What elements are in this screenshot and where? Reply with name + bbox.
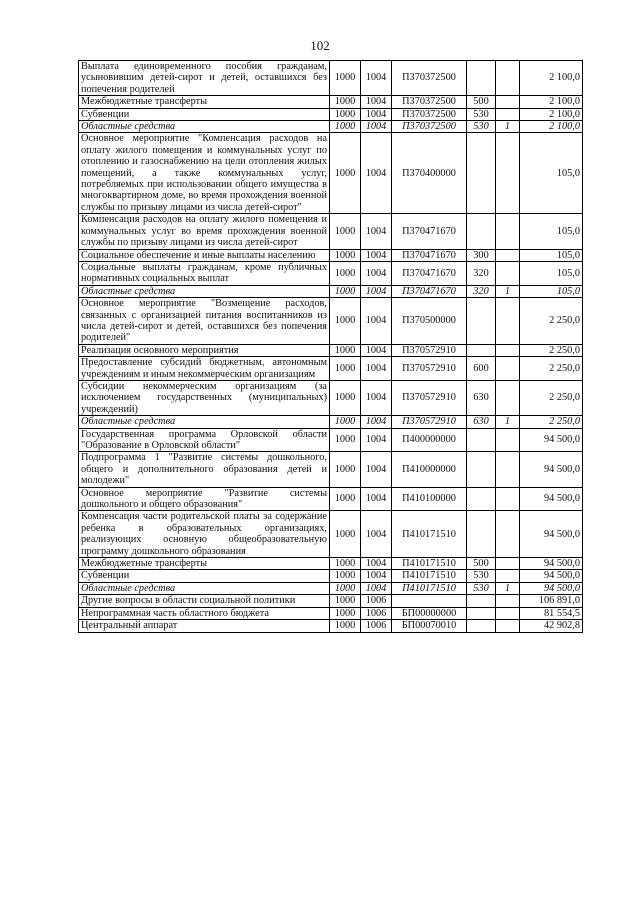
- funding-source-code: [496, 607, 520, 619]
- subsection-code: 1006: [361, 595, 392, 607]
- expense-type-code: [467, 595, 496, 607]
- expense-type-code: [467, 214, 496, 249]
- target-article-code: П370372500: [392, 61, 467, 96]
- subsection-code: 1004: [361, 570, 392, 582]
- amount: 105,0: [520, 261, 583, 285]
- target-article-code: П370471670: [392, 285, 467, 297]
- amount: 94 500,0: [520, 452, 583, 487]
- row-name: Областные средства: [79, 416, 330, 428]
- section-code: 1000: [330, 620, 361, 632]
- expense-type-code: [467, 620, 496, 632]
- amount: 94 500,0: [520, 487, 583, 511]
- target-article-code: П410000000: [392, 452, 467, 487]
- table-row: [79, 214, 583, 249]
- subsection-code: 1004: [361, 428, 392, 452]
- section-code: 1000: [330, 214, 361, 249]
- funding-source-code: [496, 595, 520, 607]
- row-name: Субсидии некоммерческим организациям (за исключением государственных (муниципальных) учреждений): [79, 380, 330, 415]
- expense-type-code: 530: [467, 570, 496, 582]
- table-row: [79, 285, 583, 297]
- subsection-code: 1004: [361, 416, 392, 428]
- table-row: [79, 607, 583, 619]
- row-name: Государственная программа Орловской области "Образование в Орловской области": [79, 428, 330, 452]
- row-name: Реализация основного мероприятия: [79, 344, 330, 356]
- target-article-code: П370500000: [392, 298, 467, 345]
- target-article-code: П410171510: [392, 582, 467, 594]
- subsection-code: 1004: [361, 511, 392, 558]
- row-name: Подпрограмма 1 "Развитие системы дошкольного, общего и дополнительного образования детей и молодежи": [79, 452, 330, 487]
- table-row: [79, 261, 583, 285]
- amount: 94 500,0: [520, 582, 583, 594]
- table-row: [79, 96, 583, 108]
- target-article-code: П410100000: [392, 487, 467, 511]
- expense-type-code: [467, 428, 496, 452]
- amount: 94 500,0: [520, 511, 583, 558]
- section-code: 1000: [330, 582, 361, 594]
- funding-source-code: [496, 344, 520, 356]
- subsection-code: 1004: [361, 214, 392, 249]
- subsection-code: 1004: [361, 249, 392, 261]
- row-name: Субвенции: [79, 108, 330, 120]
- expense-type-code: 300: [467, 249, 496, 261]
- funding-source-code: [496, 570, 520, 582]
- table-row: [79, 380, 583, 415]
- table-row: [79, 582, 583, 594]
- row-name: Центральный аппарат: [79, 620, 330, 632]
- table-row: [79, 595, 583, 607]
- table-row: [79, 249, 583, 261]
- row-name: Компенсация части родительской платы за содержание ребенка в образовательных организациях, реализующих основную общеобразовательную программу дошкольного образования: [79, 511, 330, 558]
- row-name: Основное мероприятие "Развитие системы дошкольного и общего образования": [79, 487, 330, 511]
- funding-source-code: 1: [496, 582, 520, 594]
- expense-type-code: 630: [467, 416, 496, 428]
- target-article-code: [392, 595, 467, 607]
- section-code: 1000: [330, 380, 361, 415]
- subsection-code: 1004: [361, 96, 392, 108]
- funding-source-code: [496, 428, 520, 452]
- amount: 2 100,0: [520, 96, 583, 108]
- target-article-code: П410171510: [392, 570, 467, 582]
- subsection-code: 1004: [361, 487, 392, 511]
- target-article-code: П370572910: [392, 380, 467, 415]
- subsection-code: 1004: [361, 582, 392, 594]
- budget-table-body: [79, 61, 583, 633]
- expense-type-code: 630: [467, 380, 496, 415]
- subsection-code: 1004: [361, 298, 392, 345]
- amount: 2 250,0: [520, 344, 583, 356]
- funding-source-code: 1: [496, 416, 520, 428]
- funding-source-code: [496, 452, 520, 487]
- table-row: [79, 558, 583, 570]
- funding-source-code: [496, 298, 520, 345]
- subsection-code: 1004: [361, 344, 392, 356]
- target-article-code: П370471670: [392, 249, 467, 261]
- amount: 81 554,5: [520, 607, 583, 619]
- target-article-code: П410171510: [392, 511, 467, 558]
- funding-source-code: [496, 108, 520, 120]
- expense-type-code: 320: [467, 285, 496, 297]
- expense-type-code: [467, 452, 496, 487]
- table-row: [79, 61, 583, 96]
- budget-table: [78, 60, 583, 633]
- section-code: 1000: [330, 607, 361, 619]
- amount: 2 100,0: [520, 108, 583, 120]
- section-code: 1000: [330, 298, 361, 345]
- expense-type-code: [467, 344, 496, 356]
- subsection-code: 1004: [361, 108, 392, 120]
- table-row: [79, 344, 583, 356]
- funding-source-code: [496, 61, 520, 96]
- funding-source-code: [496, 357, 520, 381]
- amount: 94 500,0: [520, 570, 583, 582]
- row-name: Основное мероприятие "Возмещение расходов, связанных с организацией питания воспитанников из числа детей-сирот и детей, оставшихся без попечения родителей": [79, 298, 330, 345]
- expense-type-code: [467, 607, 496, 619]
- target-article-code: П370572910: [392, 344, 467, 356]
- funding-source-code: [496, 249, 520, 261]
- amount: 2 250,0: [520, 298, 583, 345]
- row-name: Социальные выплаты гражданам, кроме публичных нормативных социальных выплат: [79, 261, 330, 285]
- funding-source-code: 1: [496, 121, 520, 133]
- target-article-code: БП00000000: [392, 607, 467, 619]
- expense-type-code: [467, 511, 496, 558]
- section-code: 1000: [330, 344, 361, 356]
- expense-type-code: 320: [467, 261, 496, 285]
- amount: 105,0: [520, 249, 583, 261]
- row-name: Межбюджетные трансферты: [79, 96, 330, 108]
- table-row: [79, 570, 583, 582]
- section-code: 1000: [330, 452, 361, 487]
- section-code: 1000: [330, 595, 361, 607]
- row-name: Основное мероприятие "Компенсация расходов на оплату жилого помещения и коммунальных услуг по отоплению и газоснабжению на цели отопления жилых помещений, а также коммунальных услуг, потребляемых при использовании общего имущества в многоквартирном доме, во время прохождения военной службы по призыву лицами из числа детей-сирот": [79, 133, 330, 214]
- funding-source-code: [496, 96, 520, 108]
- funding-source-code: [496, 620, 520, 632]
- table-row: [79, 121, 583, 133]
- section-code: 1000: [330, 261, 361, 285]
- target-article-code: П410171510: [392, 558, 467, 570]
- row-name: Субвенции: [79, 570, 330, 582]
- amount: 2 100,0: [520, 121, 583, 133]
- section-code: 1000: [330, 511, 361, 558]
- row-name: Межбюджетные трансферты: [79, 558, 330, 570]
- amount: 106 891,0: [520, 595, 583, 607]
- table-row: [79, 511, 583, 558]
- target-article-code: П400000000: [392, 428, 467, 452]
- subsection-code: 1004: [361, 261, 392, 285]
- expense-type-code: 530: [467, 121, 496, 133]
- amount: 94 500,0: [520, 558, 583, 570]
- subsection-code: 1004: [361, 558, 392, 570]
- funding-source-code: [496, 133, 520, 214]
- target-article-code: П370372500: [392, 108, 467, 120]
- subsection-code: 1006: [361, 620, 392, 632]
- expense-type-code: [467, 133, 496, 214]
- table-row: [79, 108, 583, 120]
- amount: 2 250,0: [520, 357, 583, 381]
- target-article-code: П370372500: [392, 96, 467, 108]
- row-name: Областные средства: [79, 582, 330, 594]
- table-row: [79, 487, 583, 511]
- page-number: 102: [310, 38, 330, 53]
- row-name: Другие вопросы в области социальной политики: [79, 595, 330, 607]
- expense-type-code: [467, 61, 496, 96]
- amount: 42 902,8: [520, 620, 583, 632]
- funding-source-code: [496, 511, 520, 558]
- row-name: Выплата единовременного пособия гражданам, усыновившим детей-сирот и детей, оставшихся без попечения родителей: [79, 61, 330, 96]
- subsection-code: 1004: [361, 133, 392, 214]
- section-code: 1000: [330, 121, 361, 133]
- subsection-code: 1004: [361, 61, 392, 96]
- funding-source-code: [496, 261, 520, 285]
- amount: 2 250,0: [520, 416, 583, 428]
- section-code: 1000: [330, 285, 361, 297]
- row-name: Предоставление субсидий бюджетным, автономным учреждениям и иным некоммерческим организациям: [79, 357, 330, 381]
- expense-type-code: [467, 298, 496, 345]
- funding-source-code: [496, 380, 520, 415]
- section-code: 1000: [330, 357, 361, 381]
- amount: 2 250,0: [520, 380, 583, 415]
- subsection-code: 1004: [361, 357, 392, 381]
- table-row: [79, 357, 583, 381]
- row-name: Областные средства: [79, 121, 330, 133]
- row-name: Областные средства: [79, 285, 330, 297]
- section-code: 1000: [330, 133, 361, 214]
- funding-source-code: [496, 558, 520, 570]
- section-code: 1000: [330, 487, 361, 511]
- funding-source-code: 1: [496, 285, 520, 297]
- target-article-code: П370572910: [392, 357, 467, 381]
- table-row: [79, 620, 583, 632]
- target-article-code: П370471670: [392, 214, 467, 249]
- section-code: 1000: [330, 61, 361, 96]
- section-code: 1000: [330, 249, 361, 261]
- subsection-code: 1004: [361, 452, 392, 487]
- target-article-code: П370572910: [392, 416, 467, 428]
- expense-type-code: 530: [467, 582, 496, 594]
- row-name: Непрограммная часть областного бюджета: [79, 607, 330, 619]
- expense-type-code: 500: [467, 96, 496, 108]
- target-article-code: П370400000: [392, 133, 467, 214]
- row-name: Компенсация расходов на оплату жилого помещения и коммунальных услуг во время прохождения военной службы по призыву лицами из числа детей-сирот: [79, 214, 330, 249]
- section-code: 1000: [330, 96, 361, 108]
- expense-type-code: [467, 487, 496, 511]
- expense-type-code: 500: [467, 558, 496, 570]
- table-row: [79, 428, 583, 452]
- amount: 105,0: [520, 214, 583, 249]
- table-row: [79, 452, 583, 487]
- table-row: [79, 416, 583, 428]
- section-code: 1000: [330, 108, 361, 120]
- amount: 105,0: [520, 133, 583, 214]
- expense-type-code: 530: [467, 108, 496, 120]
- subsection-code: 1004: [361, 285, 392, 297]
- amount: 105,0: [520, 285, 583, 297]
- subsection-code: 1004: [361, 380, 392, 415]
- section-code: 1000: [330, 416, 361, 428]
- row-name: Социальное обеспечение и иные выплаты населению: [79, 249, 330, 261]
- amount: 94 500,0: [520, 428, 583, 452]
- section-code: 1000: [330, 428, 361, 452]
- table-row: [79, 298, 583, 345]
- section-code: 1000: [330, 558, 361, 570]
- section-code: 1000: [330, 570, 361, 582]
- funding-source-code: [496, 214, 520, 249]
- table-row: [79, 133, 583, 214]
- expense-type-code: 600: [467, 357, 496, 381]
- target-article-code: П370471670: [392, 261, 467, 285]
- subsection-code: 1004: [361, 121, 392, 133]
- target-article-code: БП00070010: [392, 620, 467, 632]
- subsection-code: 1006: [361, 607, 392, 619]
- target-article-code: П370372500: [392, 121, 467, 133]
- funding-source-code: [496, 487, 520, 511]
- amount: 2 100,0: [520, 61, 583, 96]
